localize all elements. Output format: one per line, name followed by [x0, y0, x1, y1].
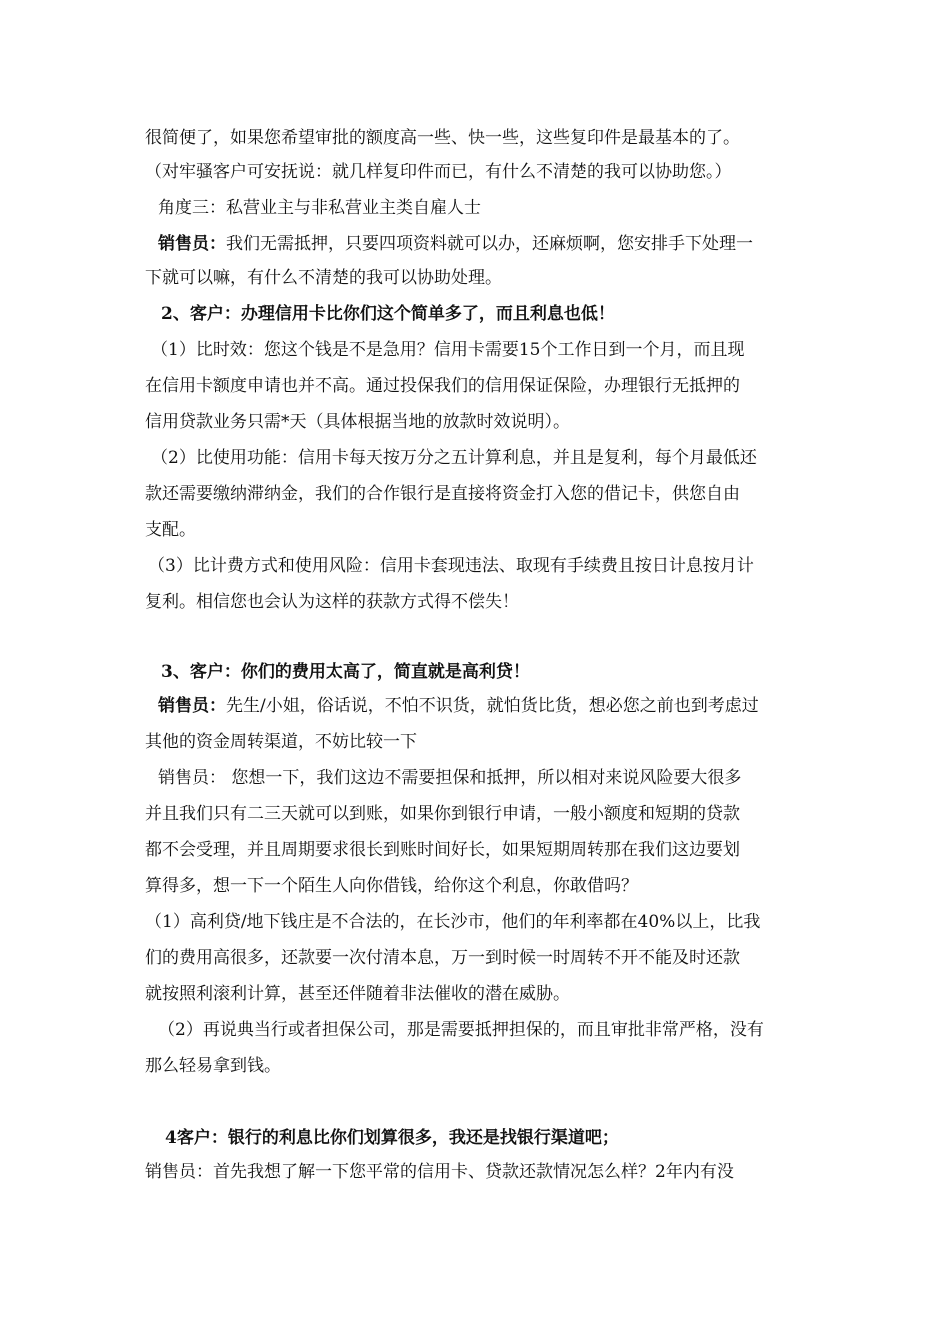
paragraph-line: 在信用卡额度申请也并不高。通过投保我们的信用保证保险，办理银行无抵押的 — [145, 376, 740, 396]
paragraph-line: 们的费用高很多，还款要一次付清本息，万一到时候一时周转不开不能及时还款 — [145, 948, 740, 968]
paragraph-line: 就按照利滚利计算，甚至还伴随着非法催收的潜在威胁。 — [145, 984, 570, 1004]
paragraph-line: 款还需要缴纳滞纳金，我们的合作银行是直接将资金打入您的借记卡，供您自由 — [145, 484, 740, 504]
speaker-label: 销售员： — [158, 696, 226, 716]
question-heading: 4客户：银行的利息比你们划算很多，我还是找银行渠道吧； — [165, 1128, 619, 1148]
paragraph-line: 并且我们只有二三天就可以到账，如果你到银行申请，一般小额度和短期的贷款 — [145, 804, 740, 824]
paragraph-line: 算得多，想一下一个陌生人向你借钱，给你这个利息，你敢借吗？ — [145, 876, 638, 896]
paragraph-line: 那么轻易拿到钱。 — [145, 1056, 281, 1076]
paragraph-line: 支配。 — [145, 520, 196, 540]
speaker-label: 销售员： — [158, 234, 226, 254]
section-heading: 角度三：私营业主与非私营业主类自雇人士 — [158, 198, 481, 218]
dialogue-text: 我们无需抵押，只要四项资料就可以办，还麻烦啊，您安排手下处理一 — [226, 234, 753, 254]
dialogue-line — [158, 694, 815, 718]
paragraph-line: 复利。相信您也会认为这样的获款方式得不偿失！ — [145, 592, 519, 612]
paragraph-line: （1）比时效：您这个钱是不是急用？信用卡需要15个工作日到一个月，而且现 — [151, 340, 745, 360]
paragraph-line: 都不会受理，并且周期要求很长到账时间好长，如果短期周转那在我们这边要划 — [145, 840, 740, 860]
paragraph-line: （2）再说典当行或者担保公司，那是需要抵押担保的，而且审批非常严格，没有 — [158, 1020, 764, 1040]
paragraph-line: 销售员： 您想一下，我们这边不需要担保和抵押，所以相对来说风险要大很多 — [158, 768, 742, 788]
paragraph-line: 销售员：首先我想了解一下您平常的信用卡、贷款还款情况怎么样？2年内有没 — [145, 1162, 734, 1182]
paragraph-line: （2）比使用功能：信用卡每天按万分之五计算利息，并且是复利，每个月最低还 — [151, 448, 757, 468]
paragraph-line: （1）高利贷/地下钱庄是不合法的，在长沙市，他们的年利率都在40%以上，比我 — [145, 912, 761, 932]
paragraph-line: 很简便了，如果您希望审批的额度高一些、快一些，这些复印件是最基本的了。 — [145, 128, 740, 148]
paragraph-line: 下就可以嘛，有什么不清楚的我可以协助处理。 — [145, 268, 502, 288]
question-heading: 2、客户：办理信用卡比你们这个简单多了，而且利息也低！ — [161, 304, 615, 324]
dialogue-text: 先生/小姐，俗话说，不怕不识货，就怕货比货，想必您之前也到考虑过 — [226, 696, 759, 716]
paragraph-line: （3）比计费方式和使用风险：信用卡套现违法、取现有手续费且按日计息按月计 — [148, 556, 754, 576]
paragraph-line: （对牢骚客户可安抚说：就几样复印件而已，有什么不清楚的我可以协助您。） — [145, 162, 732, 182]
question-heading: 3、客户：你们的费用太高了，简直就是高利贷！ — [161, 662, 530, 682]
dialogue-line — [158, 232, 815, 256]
paragraph-line: 其他的资金周转渠道，不妨比较一下 — [145, 732, 417, 752]
paragraph-line: 信用贷款业务只需*天（具体根据当地的放款时效说明）。 — [145, 412, 570, 432]
